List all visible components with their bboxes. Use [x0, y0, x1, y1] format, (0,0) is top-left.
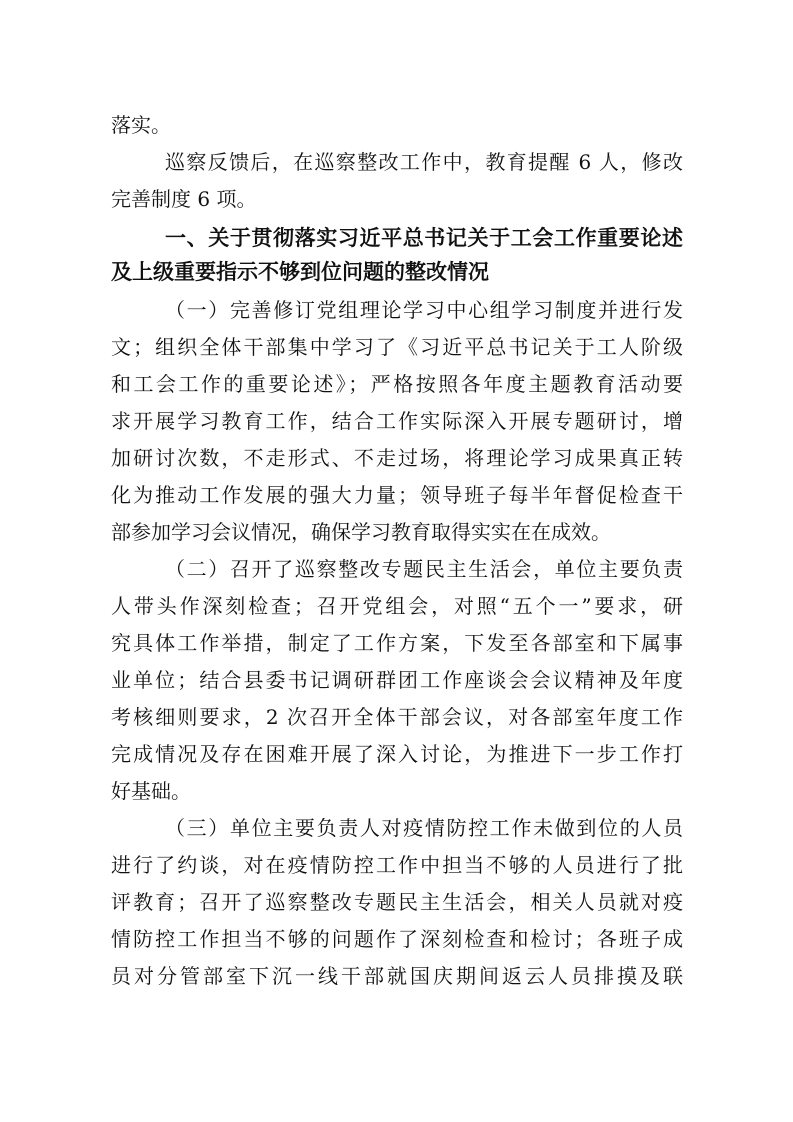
text-line: （三）单位主要负责人对疫情防控工作未做到位的人员 [165, 816, 683, 840]
paragraph [111, 107, 683, 144]
text-line: 究具体工作举措，制定了工作方案，下发至各部室和下属事 [111, 631, 683, 655]
text-line: 员对分管部室下沉一线干部就国庆期间返云人员排摸及联 [111, 964, 683, 988]
paragraph [111, 144, 683, 218]
text-line: 一、关于贯彻落实习近平总书记关于工会工作重要论述 [165, 225, 683, 250]
text-line: 评教育；召开了巡察整改专题民主生活会，相关人员就对疫 [111, 890, 683, 914]
text-line: 人带头作深刻检查；召开党组会，对照“五个一”要求，研 [111, 594, 683, 618]
text-line: （二）召开了巡察整改专题民主生活会，单位主要负责 [165, 557, 683, 581]
text-line: 落实。 [111, 113, 171, 137]
text-line: 进行了约谈，对在疫情防控工作中担当不够的人员进行了批 [111, 853, 683, 877]
text-line: 巡察反馈后，在巡察整改工作中，教育提醒 6 人，修改 [165, 150, 683, 174]
text-line: 和工会工作的重要论述》；严格按照各年度主题教育活动要 [111, 372, 683, 396]
text-line: （一）完善修订党组理论学习中心组学习制度并进行发 [165, 298, 683, 322]
text-line: 加研讨次数，不走形式、不走过场，将理论学习成果真正转 [111, 446, 683, 470]
document-body [111, 107, 683, 995]
paragraph [111, 551, 683, 810]
text-line: 文；组织全体干部集中学习了《习近平总书记关于工人阶级 [111, 335, 683, 359]
text-line: 完成情况及存在困难开展了深入讨论，为推进下一步工作打 [111, 742, 683, 766]
text-line: 求开展学习教育工作，结合工作实际深入开展专题研讨，增 [111, 409, 683, 433]
text-line: 完善制度 6 项。 [111, 187, 257, 211]
text-line: 化为推动工作发展的强大力量；领导班子每半年督促检查干 [111, 483, 683, 507]
text-line: 情防控工作担当不够的问题作了深刻检查和检讨；各班子成 [111, 927, 683, 951]
text-line: 业单位；结合县委书记调研群团工作座谈会会议精神及年度 [111, 668, 683, 692]
paragraph [111, 292, 683, 551]
paragraph [111, 810, 683, 995]
text-line: 及上级重要指示不够到位问题的整改情况 [111, 259, 489, 284]
text-line: 好基础。 [111, 779, 191, 803]
text-line: 考核细则要求，2 次召开全体干部会议，对各部室年度工作 [111, 705, 683, 729]
section-heading [111, 221, 683, 289]
text-line: 部参加学习会议情况，确保学习教育取得实实在在成效。 [111, 520, 611, 544]
